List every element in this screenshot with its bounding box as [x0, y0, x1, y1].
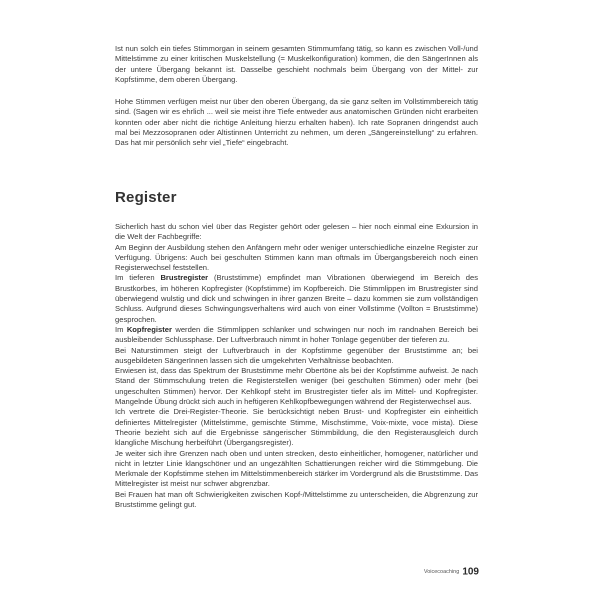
register-section-body: [115, 222, 478, 510]
body-paragraph: Erwiesen ist, dass das Spektrum der Bruststimme mehr Obertöne als bei der Kopfstimme aufweist. Je nach Stand der Stimmschulung treten die Registerstellen weniger (bei geschulten Stimmen) oder mehr (bei ungeschulten Stimmen) hervor. Der Kehlkopf steht im Brustregister tiefer als im Mittel- und Kopfregister. Mangelnde Übung drückt sich auch in heftigeren Kehlkopfbewegungen während der Registerwechsel aus.: [115, 366, 478, 407]
body-paragraph: Je weiter sich ihre Grenzen nach oben und unten strecken, desto einheitlicher, homogener, natürlicher und nicht in letzter Linie klangschöner und an ungezählten Schattierungen reicher wird die Stimmgebung. Die Merkmale der Kopfstimme stehen im Mittelstimmenbereich stärker im Vordergrund als die Bruststimme. Das Mittelregister ist meist nur schwer abgrenzbar.: [115, 448, 478, 489]
section-heading: Register: [115, 189, 177, 206]
text-run: (Bruststimme) empfindet man Vibrationen überwiegend im Bereich des Brustkorbes, im höheren Kopfregister (Kopfstimme) im Kopfbereich. Die Stimmlippen im Brustregister sind überwiegend wulstig und dick und schwingen in ihrer ganzen Breite – dazu kommen sie zum vollständigen Schluss. Aufgrund dieses Schwingungsverhaltens wird auch von einer Vollstimme (Vollton = Bruststimme) gesprochen.: [115, 273, 478, 324]
body-paragraph: Bei Frauen hat man oft Schwierigkeiten zwischen Kopf-/Mittelstimme zu unterscheiden, die Abgrenzung zur Bruststimme gelingt gut.: [115, 489, 478, 510]
page-footer: [405, 563, 479, 581]
intro-paragraph-1: Ist nun solch ein tiefes Stimmorgan in seinem gesamten Stimmumfang tätig, so kann es zwischen Voll-/und Mittelstimme zu einer kritischen Muskelstellung (= Muskelkonfiguration) kommen, die den SängerInnen als der untere Übergang bekannt ist. Dasselbe geschieht nochmals beim Übergang von der Mittel- zur Kopfstimme, dem oberen Übergang.: [115, 44, 478, 84]
text-run: Im: [115, 324, 127, 334]
body-paragraph: Ich vertrete die Drei-Register-Theorie. Sie berücksichtigt neben Brust- und Kopfregister ein einheitlich definiertes Mittelregister (Mittelstimme, gemischte Stimme, Mischstimme, Voix-mixte, voce mista). Diese Theorie bezieht sich auf die Ergebnisse sängerischer Stimmbildung, die den Registerausgleich durch klangliche Mischung herbeiführt (Übergangsregister).: [115, 407, 478, 448]
text-run: Im tieferen: [115, 273, 161, 283]
intro-paragraph-2: Hohe Stimmen verfügen meist nur über den oberen Übergang, da sie ganz selten im Vollstimmbereich tätig sind. (Sagen wir es ehrlich ... weil sie meist ihre Tiefe entweder aus anatomischen Gründen nicht erarbeiten konnten oder aber nicht die richtige Anleitung hierzu erhalten haben). Ich rate Sopranen dringendst auch mal bei Mezzosopranen oder Altistinnen Unterricht zu nehmen, um deren „Sängereinstellung“ zu erfahren. Das hat mir persönlich sehr viel „Tiefe“ eingebracht.: [115, 97, 478, 148]
page-number: 109: [462, 566, 479, 578]
term-kopfregister: Kopfregister: [126, 324, 172, 334]
body-paragraph: Am Beginn der Ausbildung stehen den Anfängern mehr oder weniger unterschiedliche einzelne Register zur Verfügung. Übrigens: Auch bei geschulten Stimmen kann man oftmals im Übergangsbereich noch einen Registerwechsel feststellen.: [115, 242, 478, 273]
running-footer-label: Voicecoaching: [423, 568, 460, 575]
body-paragraph: [115, 273, 478, 324]
body-paragraph: [115, 325, 478, 346]
term-brustregister: Brustregister: [160, 273, 209, 283]
body-paragraph: Bei Naturstimmen steigt der Luftverbrauch in der Kopfstimme gegenüber der Bruststimme an; bei ausgebildeten SängerInnen lassen sich die umgekehrten Verhältnisse beobachten.: [115, 345, 478, 365]
body-paragraph: Sicherlich hast du schon viel über das Register gehört oder gelesen – hier noch einmal eine Exkursion in die Welt der Fachbegriffe:: [115, 222, 478, 242]
text-run: werden die Stimmlippen schlanker und schwingen nur noch im randnahen Bereich bei ausbleibender Schlussphase. Der Luftverbrauch nimmt in hoher Tonlage gegenüber der tieferen zu.: [115, 324, 478, 345]
